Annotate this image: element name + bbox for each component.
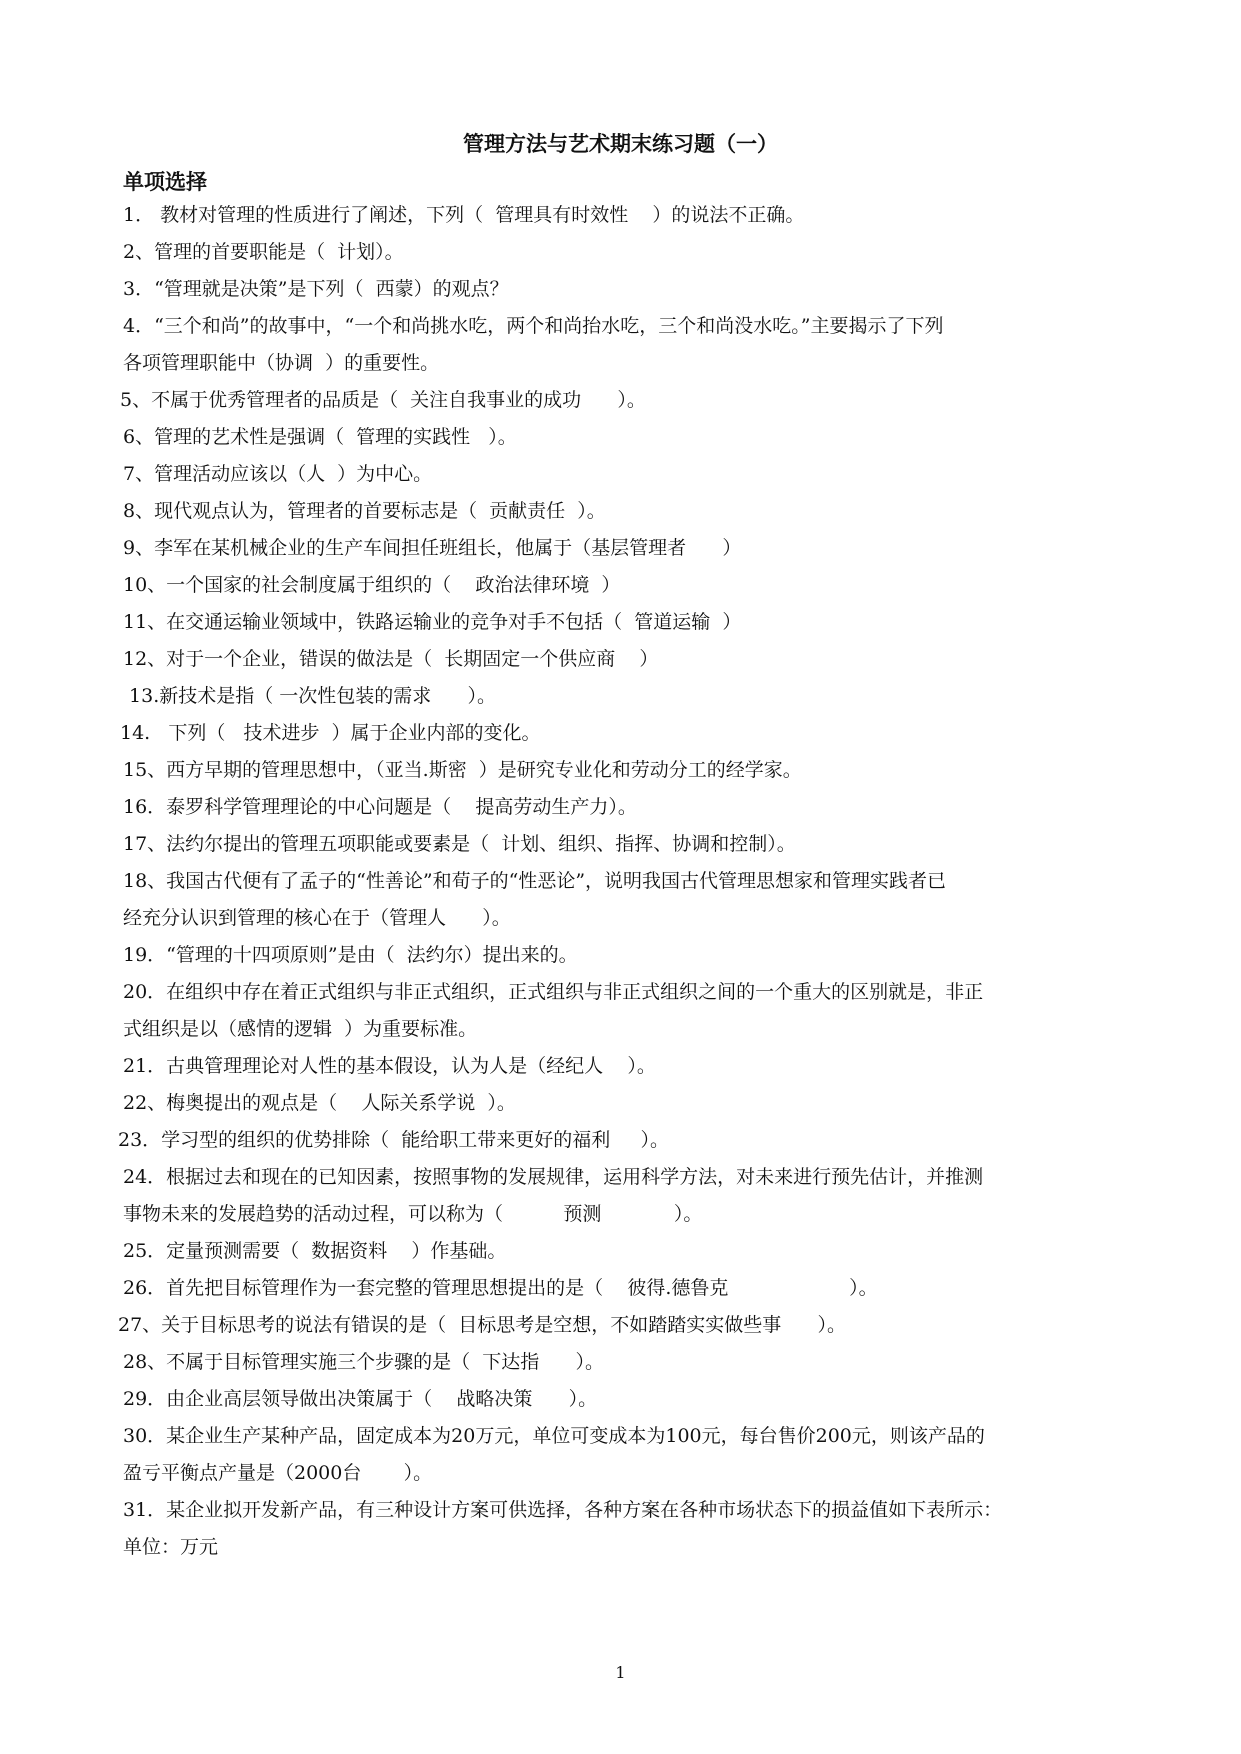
question-item	[123, 974, 1123, 1048]
question-item	[120, 382, 1120, 419]
question-line: 2、管理的首要职能是（ 计划）。	[123, 241, 404, 263]
question-item	[123, 1344, 1123, 1381]
question-line: 盈亏平衡点产量是（2000台 ）。	[123, 1462, 433, 1484]
question-line: 24．根据过去和现在的已知因素，按照事物的发展规律，运用科学方法，对未来进行预先估计，并推测	[123, 1166, 984, 1188]
question-item	[123, 1159, 1123, 1233]
question-item	[123, 826, 1123, 863]
question-item	[123, 863, 1123, 937]
question-line: 12、对于一个企业，错误的做法是（ 长期固定一个供应商 ）	[123, 648, 659, 670]
question-line: 22、梅奥提出的观点是（ 人际关系学说 ）。	[123, 1092, 516, 1114]
question-item	[123, 678, 1123, 715]
question-line: 6、管理的艺术性是强调（ 管理的实践性 ）。	[123, 426, 517, 448]
question-item	[123, 1381, 1123, 1418]
question-line: 17、法约尔提出的管理五项职能或要素是（ 计划、组织、指挥、协调和控制）。	[123, 833, 796, 855]
question-item	[123, 1233, 1123, 1270]
question-line: 23．学习型的组织的优势排除（ 能给职工带来更好的福利 ）。	[118, 1129, 669, 1151]
question-item	[123, 234, 1123, 271]
question-item	[123, 530, 1123, 567]
question-line: 4．“三个和尚”的故事中，“一个和尚挑水吃，两个和尚抬水吃，三个和尚没水吃。”主要揭示了下列	[123, 315, 944, 337]
question-line: 26．首先把目标管理作为一套完整的管理思想提出的是（ 彼得.德鲁克 ）。	[123, 1277, 878, 1299]
question-line: 14. 下列（ 技术进步 ）属于企业内部的变化。	[120, 722, 541, 744]
question-line: 8、现代观点认为，管理者的首要标志是（ 贡献责任 ）。	[123, 500, 606, 522]
question-line: 18、我国古代便有了孟子的“性善论”和荀子的“性恶论”，说明我国古代管理思想家和管理实践者已	[123, 870, 947, 892]
question-line: 27、关于目标思考的说法有错误的是（ 目标思考是空想，不如踏踏实实做些事 ）。	[118, 1314, 846, 1336]
question-item	[118, 1122, 1118, 1159]
question-item	[123, 1418, 1123, 1492]
question-line: 3．“管理就是决策”是下列（ 西蒙）的观点？	[123, 278, 509, 300]
question-item	[123, 752, 1123, 789]
question-item	[123, 567, 1123, 604]
question-item	[120, 715, 1120, 752]
question-item	[123, 789, 1123, 826]
question-line: 10、一个国家的社会制度属于组织的（ 政治法律环境 ）	[123, 574, 621, 596]
question-line: 25．定量预测需要（ 数据资料 ）作基础。	[123, 1240, 507, 1262]
question-item	[123, 197, 1123, 234]
question-item	[123, 1270, 1123, 1307]
question-item	[123, 1492, 1123, 1566]
page-number: 1	[615, 1663, 626, 1682]
question-item	[123, 1085, 1123, 1122]
question-item	[123, 604, 1123, 641]
question-line: 5、不属于优秀管理者的品质是（ 关注自我事业的成功 ）。	[120, 389, 646, 411]
question-line: 28、不属于目标管理实施三个步骤的是（ 下达指 ）。	[123, 1351, 604, 1373]
question-line: 31．某企业拟开发新产品，有三种设计方案可供选择，各种方案在各种市场状态下的损益值如下表所示：	[123, 1499, 1003, 1521]
question-item	[123, 493, 1123, 530]
question-item	[123, 937, 1123, 974]
question-line: 事物未来的发展趋势的活动过程，可以称为（ 预测 ）。	[123, 1203, 703, 1225]
question-line: 式组织是以（感情的逻辑 ）为重要标准。	[123, 1018, 478, 1040]
question-item	[118, 1307, 1118, 1344]
question-line: 15、西方早期的管理思想中，（亚当.斯密 ）是研究专业化和劳动分工的经学家。	[123, 759, 802, 781]
question-line: 9、李军在某机械企业的生产车间担任班组长，他属于（基层管理者 ）	[123, 537, 742, 559]
question-line: 单位：万元	[123, 1536, 219, 1558]
question-item	[123, 1048, 1123, 1085]
document-title: 管理方法与艺术期末练习题（一）	[463, 132, 778, 156]
question-line: 19．“管理的十四项原则”是由（ 法约尔）提出来的。	[123, 944, 578, 966]
question-line: 20．在组织中存在着正式组织与非正式组织，正式组织与非正式组织之间的一个重大的区别就是，非正	[123, 981, 984, 1003]
question-line: 经充分认识到管理的核心在于（管理人 ）。	[123, 907, 511, 929]
question-line: 21．古典管理理论对人性的基本假设，认为人是（经纪人 ）。	[123, 1055, 656, 1077]
section-heading: 单项选择	[123, 170, 207, 194]
question-line: 11、在交通运输业领域中，铁路运输业的竞争对手不包括（ 管道运输 ）	[123, 611, 742, 633]
question-line: 1． 教材对管理的性质进行了阐述，下列（ 管理具有时效性 ）的说法不正确。	[123, 204, 805, 226]
question-list	[0, 197, 1241, 1566]
question-item	[123, 641, 1123, 678]
question-line: 13.新技术是指（ 一次性包装的需求 ）。	[123, 685, 497, 707]
question-item	[123, 271, 1123, 308]
question-line: 各项管理职能中（协调 ）的重要性。	[123, 352, 440, 374]
question-line: 29．由企业高层领导做出决策属于（ 战略决策 ）。	[123, 1388, 598, 1410]
question-item	[123, 308, 1123, 382]
question-line: 7、管理活动应该以（人 ）为中心。	[123, 463, 433, 485]
question-item	[123, 456, 1123, 493]
question-line: 30．某企业生产某种产品，固定成本为20万元，单位可变成本为100元，每台售价200元，则该产品的	[123, 1425, 985, 1447]
question-line: 16．泰罗科学管理理论的中心问题是（ 提高劳动生产力）。	[123, 796, 637, 818]
question-item	[123, 419, 1123, 456]
